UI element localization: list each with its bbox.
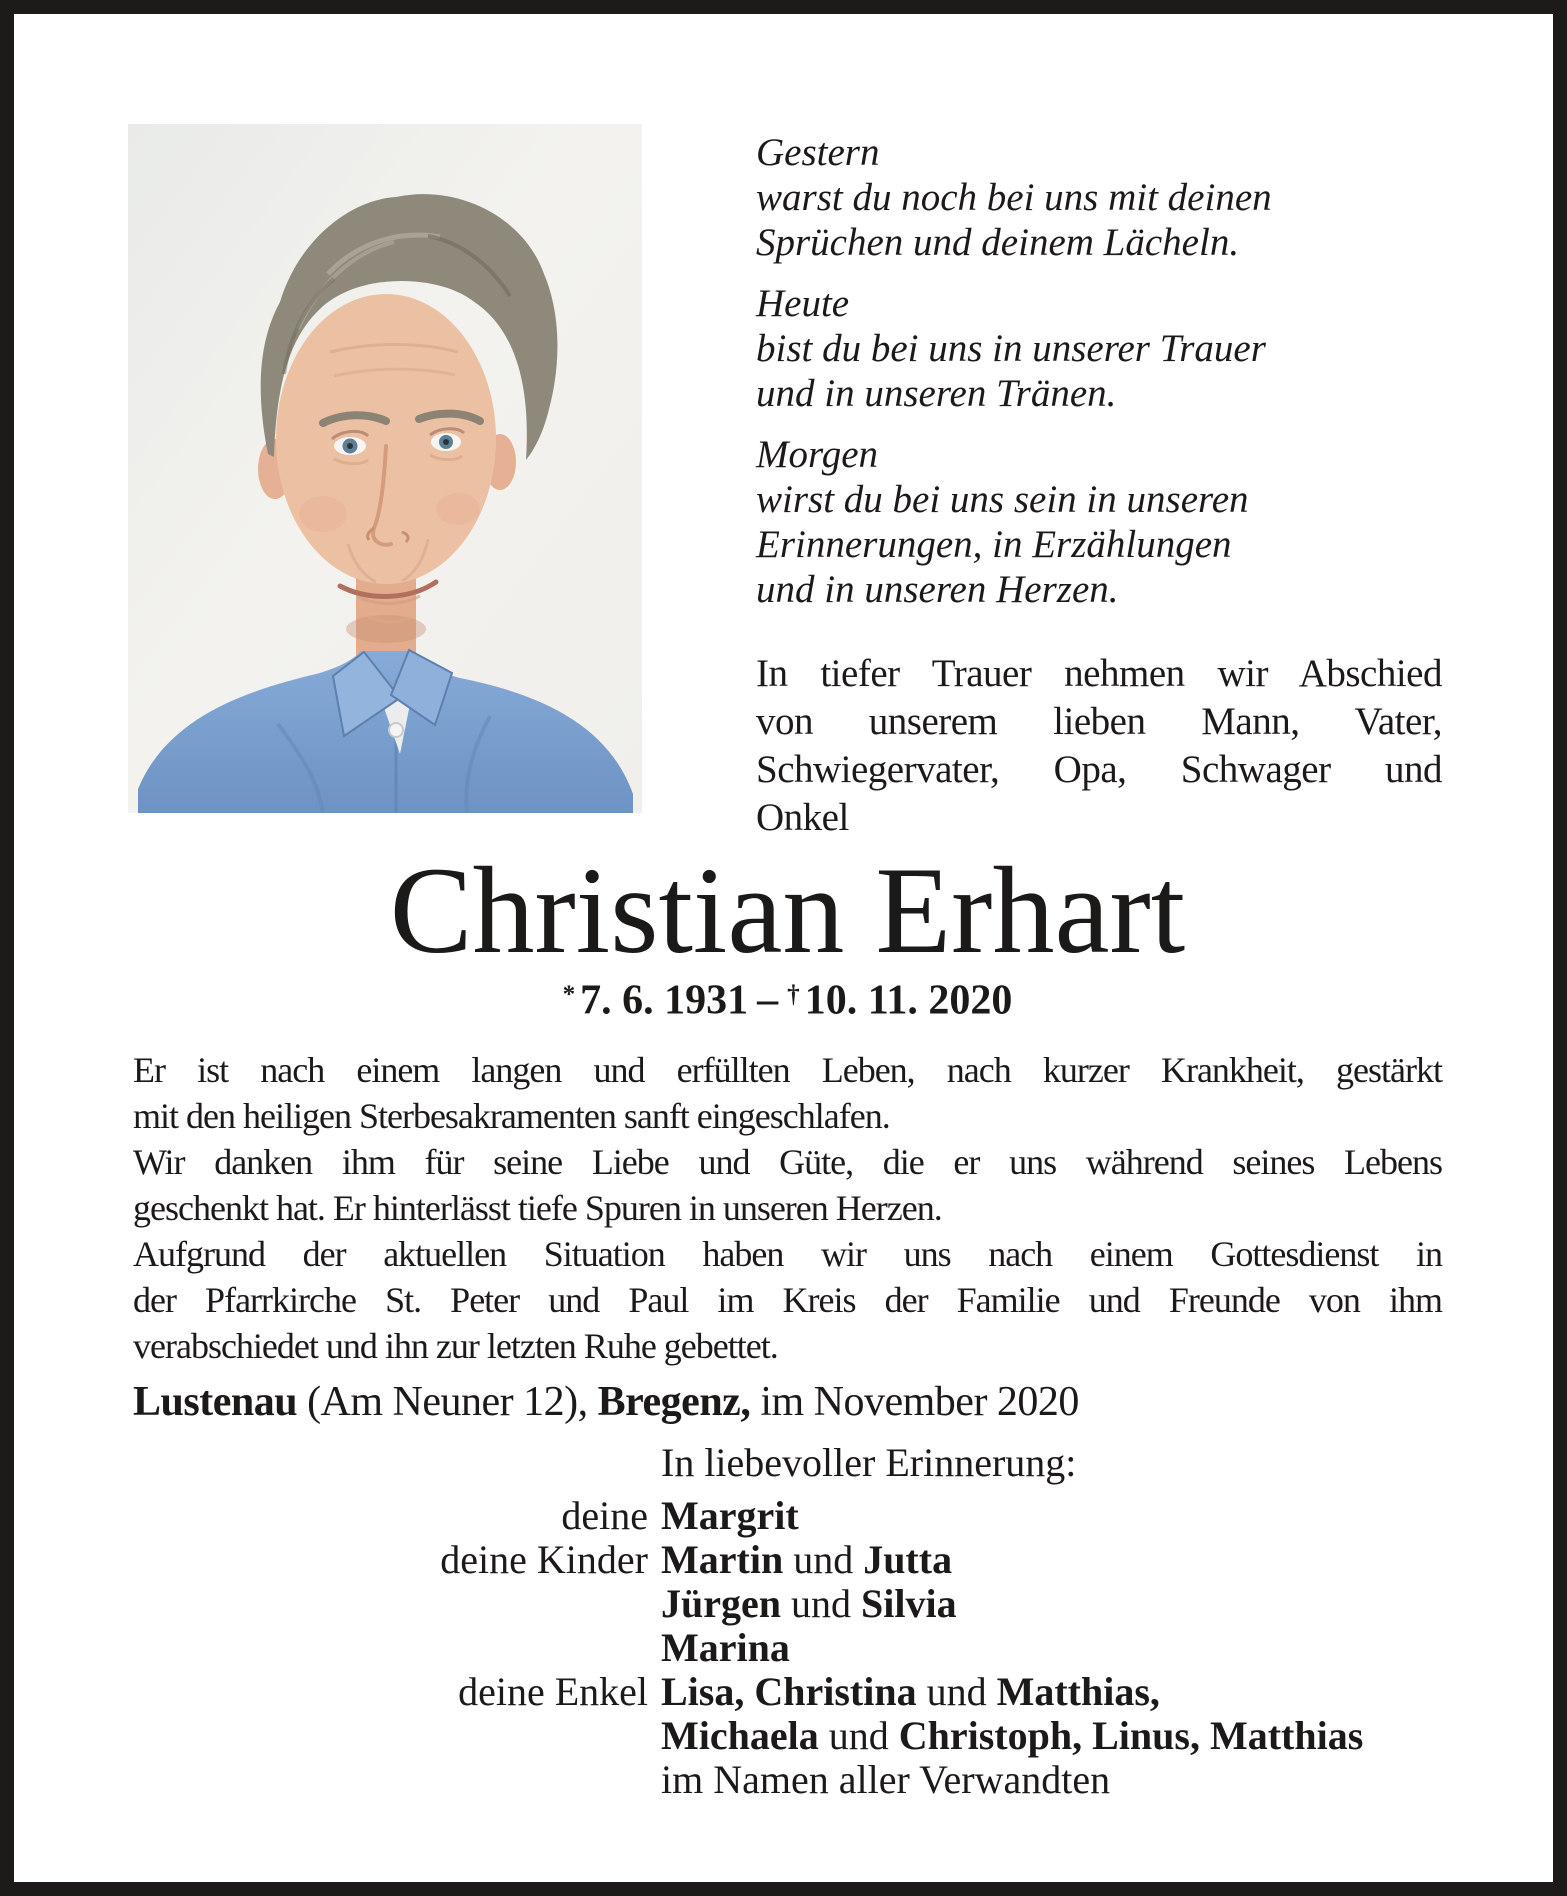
closing-line: im Namen aller Verwandten bbox=[661, 1757, 1111, 1802]
poem-line: Sprüchen und deinem Lächeln. bbox=[756, 221, 1240, 264]
memoriam-names bbox=[661, 1757, 1110, 1802]
memoriam-names bbox=[661, 1713, 1363, 1758]
memoriam-block bbox=[133, 1440, 1453, 1802]
family-name: Martin bbox=[661, 1537, 784, 1582]
death-cross-symbol: † bbox=[787, 981, 800, 1008]
poem-line: Heute bbox=[756, 282, 850, 325]
poem-line: Morgen bbox=[756, 433, 879, 476]
obituary-line: Aufgrund der aktuellen Situation haben wir uns nach einem Gottesdienst in bbox=[133, 1234, 1442, 1274]
obituary-line: geschenkt hat. Er hinterlässt tiefe Spuren in unseren Herzen. bbox=[133, 1188, 942, 1228]
poem-line: und in unseren Tränen. bbox=[756, 372, 1117, 415]
family-name: Marina bbox=[661, 1625, 790, 1670]
memoriam-label: deine Kinder bbox=[440, 1537, 648, 1582]
poem-line: bist du bei uns in unserer Trauer bbox=[756, 327, 1266, 370]
memoriam-names bbox=[661, 1537, 952, 1582]
obituary-line: verabschiedet und ihn zur letzten Ruhe gebettet. bbox=[133, 1326, 778, 1366]
intro-line: In tiefer Trauer nehmen wir Abschied bbox=[756, 652, 1442, 695]
poem-line: warst du noch bei uns mit deinen bbox=[756, 176, 1272, 219]
memoriam-row bbox=[133, 1538, 1453, 1582]
poem-line: wirst du bei uns sein in unseren bbox=[756, 478, 1249, 521]
deceased-name: Christian Erhart bbox=[389, 842, 1186, 979]
conjunction: und bbox=[916, 1669, 997, 1714]
portrait-photo bbox=[128, 124, 642, 813]
memoriam-label: deine bbox=[561, 1493, 648, 1538]
place-month: im November 2020 bbox=[750, 1379, 1079, 1425]
portrait-illustration bbox=[128, 124, 642, 813]
intro-line: Schwiegervater, Opa, Schwager und bbox=[756, 748, 1442, 791]
poem-line: und in unseren Herzen. bbox=[756, 568, 1119, 611]
intro-paragraph bbox=[756, 650, 1442, 842]
family-name: Jutta bbox=[863, 1537, 953, 1582]
memoriam-names bbox=[661, 1625, 790, 1670]
death-date: 10. 11. 2020 bbox=[804, 977, 1013, 1024]
memoriam-row bbox=[133, 1626, 1453, 1670]
dates-separator: – bbox=[757, 977, 779, 1024]
place-name-bregenz: Bregenz, bbox=[597, 1379, 751, 1425]
poem-stanza-morgen bbox=[756, 432, 1316, 612]
family-name: Margrit bbox=[661, 1493, 799, 1538]
conjunction: und bbox=[781, 1581, 861, 1626]
memoriam-row bbox=[133, 1714, 1453, 1758]
poem-stanza-gestern bbox=[756, 130, 1316, 265]
intro-line: von unserem lieben Mann, Vater, bbox=[756, 700, 1442, 743]
poem-line: Gestern bbox=[756, 131, 880, 174]
intro-line: Onkel bbox=[756, 796, 849, 839]
place-name-lustenau: Lustenau bbox=[133, 1379, 298, 1425]
memoriam-names bbox=[661, 1581, 957, 1626]
family-name: Jürgen bbox=[661, 1581, 781, 1626]
family-name: Lisa, Christina bbox=[661, 1669, 917, 1714]
memorial-poem bbox=[756, 130, 1316, 612]
obituary-line: Er ist nach einem langen und erfüllten Leben, nach kurzer Krankheit, gestärkt bbox=[133, 1050, 1442, 1090]
memoriam-names bbox=[661, 1493, 799, 1538]
obituary-line: der Pfarrkirche St. Peter und Paul im Kreis der Familie und Freunde von ihm bbox=[133, 1280, 1442, 1320]
family-name: Michaela bbox=[661, 1713, 819, 1758]
family-name: Silvia bbox=[861, 1581, 957, 1626]
memoriam-row bbox=[133, 1582, 1453, 1626]
birth-star-symbol: * bbox=[562, 981, 576, 1008]
poem-line: Erinnerungen, in Erzählungen bbox=[756, 523, 1232, 566]
family-name: Christoph, Linus, Matthias bbox=[898, 1713, 1364, 1758]
life-dates bbox=[133, 970, 1442, 1025]
place-address: (Am Neuner 12), bbox=[297, 1379, 598, 1425]
conjunction: und bbox=[818, 1713, 899, 1758]
obituary-line: Wir danken ihm für seine Liebe und Güte, die er uns während seines Lebens bbox=[133, 1142, 1442, 1182]
obituary-line: mit den heiligen Sterbesakramenten sanft eingeschlafen. bbox=[133, 1096, 890, 1136]
birth-date: 7. 6. 1931 bbox=[580, 977, 749, 1024]
memoriam-row bbox=[133, 1494, 1453, 1538]
memoriam-row bbox=[133, 1758, 1453, 1802]
memoriam-label: deine Enkel bbox=[458, 1669, 648, 1714]
place-date-line bbox=[133, 1378, 1442, 1426]
obituary-text bbox=[133, 1047, 1442, 1369]
memoriam-row bbox=[133, 1670, 1453, 1714]
memoriam-header: In liebevoller Erinnerung: bbox=[661, 1440, 1077, 1485]
memoriam-names bbox=[661, 1669, 1160, 1714]
conjunction: und bbox=[783, 1537, 864, 1582]
poem-stanza-heute bbox=[756, 281, 1316, 416]
family-name: Matthias, bbox=[996, 1669, 1160, 1714]
